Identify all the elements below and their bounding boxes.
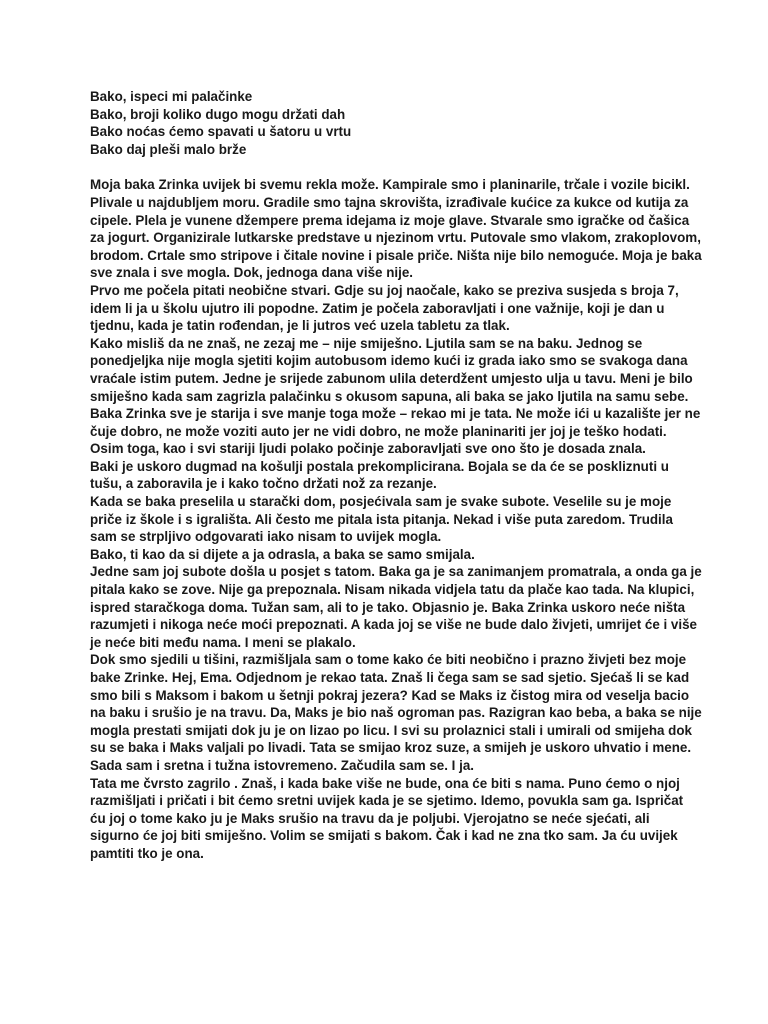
intro-line: Bako, broji koliko dugo mogu držati dah [90, 106, 346, 122]
story-paragraph: Kako misliš da ne znaš, ne zezaj me – nije smiješno. Ljutila sam se na baku. Jednog se ponedjeljka nije mogla sjetiti kojim autobusom idemo kući iz grada iako smo se svakoga dana vraćale istim putem. Jedne je srijede zabunom ulila deterdžent umjesto ulja u tavu. Meni je bilo smiješno kada sam zagrizla palačinku s okusom sapuna, ali baka se jako ljutila na samu sebe. [90, 335, 693, 404]
document-page [90, 88, 702, 863]
intro-line: Bako daj pleši malo brže [90, 141, 247, 157]
story-paragraph: Prvo me počela pitati neobične stvari. Gdje su joj naočale, kako se preziva susjeda s broja 7, idem li ja u školu ujutro ili popodne. Zatim je počela zaboravljati i one važnije, koji je dan u tjednu, kada je tatin rođendan, je li jutros već uzela tabletu za tlak. [90, 282, 679, 334]
story-paragraph: Baki je uskoro dugmad na košulji postala prekomplicirana. Bojala se da će se poskliznuti u tušu, a zaboravila je i kako točno držati nož za rezanje. [90, 458, 669, 492]
story-paragraph: Moja baka Zrinka uvijek bi svemu rekla može. Kampirale smo i planinarile, trčale i vozile bicikl. Plivale u najdubljem moru. Gradile smo tajna skrovišta, izrađivale kućice za kukce od kutija za cipele. Plela je vunene džempere prema idejama iz moje glave. Stvarale smo igračke od čašica za jogurt. Organizirale lutkarske predstave u njezinom vrtu. Putovale smo vlakom, zrakoplovom, brodom. Crtale smo stripove i čitale novine i pisale priče. Ništa nije bilo nemoguće. Moja je baka sve znala i sve mogla. Dok, jednoga dana više nije. [90, 177, 702, 281]
story-paragraph: Dok smo sjedili u tišini, razmišljala sam o tome kako će biti neobično i prazno živjeti bez moje bake Zrinke. Hej, Ema. Odjednom je rekao tata. Znaš li čega sam se sad sjetio. Sjećaš li se kad smo bili s Maksom i bakom u šetnji pokraj jezera? Kad se Maks iz čistog mira od veselja bacio na baku i srušio je na travu. Da, Maks je bio naš ogroman pas. Razigran kao beba, a baka se nije mogla prestati smijati dok ju je on lizao po licu. I svi su prolaznici stali i umirali od smijeha dok su se baka i Maks valjali po livadi. Tata se smijao kroz suze, a smijeh je uskoro uhvatio i mene. Sada sam i sretna i tužna istovremeno. Začudila sam se. I ja. [90, 652, 702, 773]
intro-lines [90, 88, 702, 158]
section-gap [90, 158, 702, 176]
story-paragraph: Jedne sam joj subote došla u posjet s tatom. Baka ga je sa zanimanjem promatrala, a onda ga je pitala kako se zove. Nije ga prepoznala. Nisam nikada vidjela tatu da plače kao tada. Na klupici, ispred staračkoga doma. Tužan sam, ali to je tako. Objasnio je. Baka Zrinka uskoro neće ništa razumjeti i nikoga neće moći prepoznati. A kada joj se više ne bude dalo živjeti, umrijet će i više je neće biti među nama. I meni se plakalo. [90, 564, 702, 650]
story-paragraph: Baka Zrinka sve je starija i sve manje toga može – rekao mi je tata. Ne može ići u kazalište jer ne čuje dobro, ne može voziti auto jer ne vidi dobro, ne može planinariti jer joj je teško hodati. Osim toga, kao i svi stariji ljudi polako počinje zaboravljati sve ono što je dosada znala. [90, 406, 701, 457]
intro-line: Bako, ispeci mi palačinke [90, 89, 253, 104]
intro-line: Bako noćas ćemo spavati u šatoru u vrtu [90, 124, 352, 140]
story-body [90, 176, 702, 862]
story-paragraph: Kada se baka preselila u starački dom, posjećivala sam je svake subote. Veselile su je moje priče iz škole i s igrališta. Ali često me pitala ista pitanja. Nekad i više puta zaredom. Trudila sam se strpljivo odgovarati iako nisam to uvijek mogla. [90, 494, 673, 545]
story-paragraph: Tata me čvrsto zagrilo . Znaš, i kada bake više ne bude, ona će biti s nama. Puno ćemo o njoj razmišljati i pričati i bit ćemo sretni uvijek kada je se sjetimo. Idemo, povukla sam ga. Ispričat ću joj o tome kako ju je Maks srušio na travu da je poljubi. Vjerojatno se neće sjećati, ali sigurno će joj biti smiješno. Volim se smijati s bakom. Čak i kad ne zna tko sam. Ja ću uvijek pamtiti tko je ona. [90, 775, 684, 861]
story-paragraph: Bako, ti kao da si dijete a ja odrasla, a baka se samo smijala. [90, 546, 475, 562]
